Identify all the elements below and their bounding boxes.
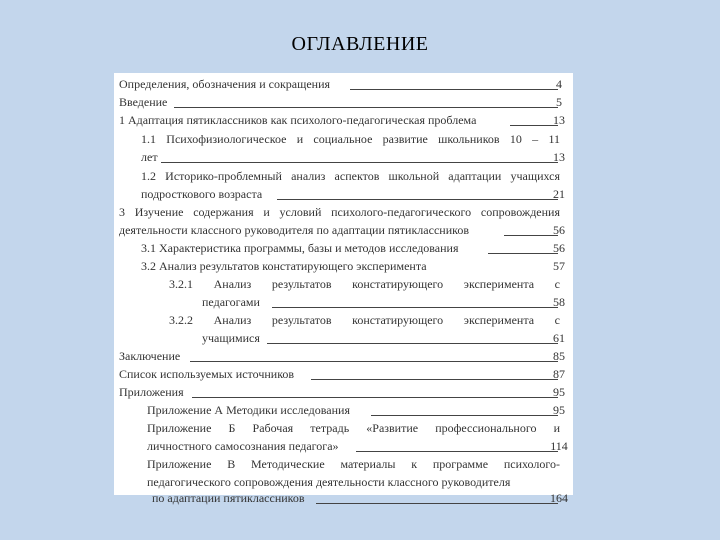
toc-entry-chapter-1 (114, 111, 573, 130)
toc-entry-definitions (114, 75, 573, 94)
toc-leader (190, 361, 558, 362)
toc-entry-references (114, 365, 573, 384)
toc-entry-text: личностного самосознания педагога» (147, 439, 339, 453)
toc-entry-text: педагогами (202, 295, 260, 309)
toc-entry-text: 3.2.1 Анализ результатов констатирующего эксперимента с (169, 277, 560, 291)
toc-entry-text: Список используемых источников (119, 367, 295, 381)
toc-entry-appendix-c-cont2 (114, 489, 573, 508)
toc-entry-page: 57 (553, 259, 565, 273)
toc-entry-section-3-2-1-cont (114, 293, 573, 312)
toc-entry-section-1-1-cont (114, 148, 573, 167)
toc-entry-text: Приложения (119, 385, 184, 399)
toc-entry-text: Определения, обозначения и сокращения (119, 77, 331, 91)
toc-entry-text: деятельности классного руководителя по адаптации пятиклассников (119, 223, 470, 237)
toc-entry-text: Приложение В Методические материалы к программе психолого- (147, 457, 560, 471)
toc-leader (371, 415, 558, 416)
toc-entry-page: 95 (553, 385, 565, 399)
toc-entry-appendix-b-cont (114, 437, 573, 456)
toc-entry-appendix-a (114, 401, 573, 420)
toc-entry-page: 56 (553, 223, 565, 237)
toc-entry-section-1-2-cont (114, 185, 573, 204)
toc-entry-page: 164 (550, 491, 568, 505)
toc-entry-section-1-1 (114, 130, 573, 149)
toc-leader (311, 379, 558, 380)
toc-entry-text: 3.2.2 Анализ результатов констатирующего эксперимента с (169, 313, 560, 327)
toc-entry-chapter-3-cont (114, 221, 573, 240)
toc-entry-page: 114 (550, 439, 568, 453)
toc-entry-conclusion (114, 347, 573, 366)
toc-entry-text: 1.2 Историко-проблемный анализ аспектов школьной адаптации учащихся (141, 169, 560, 183)
toc-entry-text: подросткового возраста (141, 187, 263, 201)
toc-entry-text: Заключение (119, 349, 181, 363)
toc-entry-text: Введение (119, 95, 168, 109)
toc-entry-page: 87 (553, 367, 565, 381)
toc-entry-appendices (114, 383, 573, 402)
toc-entry-text: лет (141, 150, 158, 164)
toc-entry-text: Приложение Б Рабочая тетрадь «Развитие профессионального и (147, 421, 560, 435)
toc-leader (174, 107, 558, 108)
toc-entry-page: 5 (556, 95, 562, 109)
toc-leader (192, 397, 558, 398)
toc-entry-appendix-b (114, 419, 573, 438)
toc-entry-page: 56 (553, 241, 565, 255)
toc-entry-page: 13 (553, 113, 565, 127)
toc-entry-section-1-2 (114, 167, 573, 186)
toc-entry-text: 3.1 Характеристика программы, базы и методов исследования (141, 241, 459, 255)
page-title: ОГЛАВЛЕНИЕ (291, 33, 429, 55)
toc-entry-section-3-1 (114, 239, 573, 258)
toc-entry-text: учащимися (202, 331, 260, 345)
toc-entry-appendix-c (114, 455, 573, 474)
toc-entry-section-3-2-2 (114, 311, 573, 330)
toc-leader (350, 89, 558, 90)
toc-sheet (114, 73, 573, 505)
toc-entry-text: 1.1 Психофизиологическое и социальное развитие школьников 10 – 11 (141, 132, 560, 146)
toc-entry-page: 21 (553, 187, 565, 201)
toc-entry-text: 1 Адаптация пятиклассников как психолого-педагогическая проблема (119, 113, 477, 127)
toc-leader (161, 162, 558, 163)
toc-entry-section-3-2 (114, 257, 573, 276)
toc-entry-section-3-2-2-cont (114, 329, 573, 348)
toc-entry-text: Приложение А Методики исследования (147, 403, 350, 417)
toc-entry-text: по адаптации пятиклассников (152, 491, 305, 505)
toc-entry-chapter-3 (114, 203, 573, 222)
toc-entry-page: 61 (553, 331, 565, 345)
toc-leader (267, 343, 558, 344)
toc-leader (277, 199, 558, 200)
toc-entry-text: 3 Изучение содержания и условий психолого-педагогического сопровождения (119, 205, 560, 219)
toc-leader (316, 503, 558, 504)
toc-entry-page: 4 (556, 77, 562, 91)
toc-entry-page: 58 (553, 295, 565, 309)
toc-entry-page: 13 (553, 150, 565, 164)
toc-leader (356, 451, 558, 452)
toc-entry-introduction (114, 93, 573, 112)
toc-entry-page: 85 (553, 349, 565, 363)
toc-entry-page: 95 (553, 403, 565, 417)
toc-entry-text: 3.2 Анализ результатов констатирующего эксперимента (141, 259, 427, 273)
toc-leader (272, 307, 558, 308)
toc-entry-section-3-2-1 (114, 275, 573, 294)
toc-entry-text: педагогического сопровождения деятельности классного руководителя (147, 475, 511, 489)
